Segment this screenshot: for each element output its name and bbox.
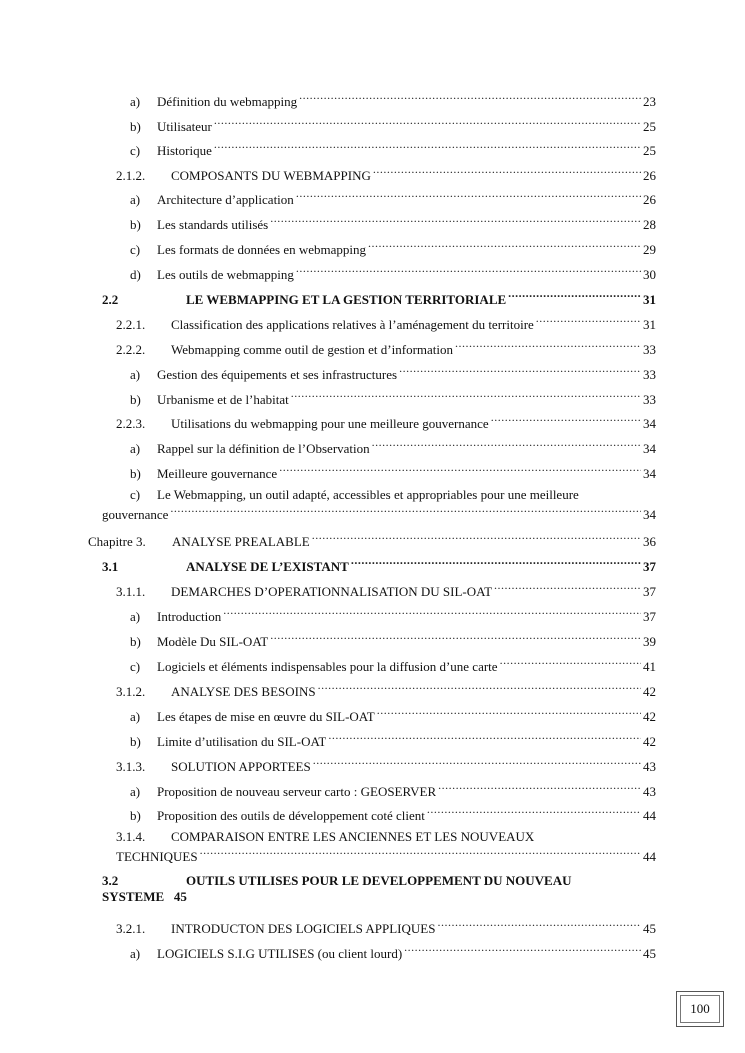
entry-title: DEMARCHES D’OPERATIONNALISATION DU SIL-OAT xyxy=(171,584,493,599)
dot-leader xyxy=(291,388,641,404)
entry-page: 33 xyxy=(643,342,656,357)
toc-entry[interactable] xyxy=(130,605,656,625)
toc-entry[interactable] xyxy=(130,705,656,725)
toc-entry[interactable] xyxy=(116,412,656,432)
entry-second-line xyxy=(116,845,656,865)
entry-page: 37 xyxy=(643,584,656,599)
toc-entry[interactable] xyxy=(116,680,656,700)
toc-entry[interactable] xyxy=(116,829,656,865)
dot-leader xyxy=(170,503,641,519)
page-number: 100 xyxy=(690,1001,710,1016)
dot-leader xyxy=(536,313,641,329)
toc-entry[interactable] xyxy=(116,755,656,775)
entry-title: ANALYSE DES BESOINS xyxy=(171,684,316,699)
entry-number: a) xyxy=(130,609,141,624)
entry-number: 3.2 xyxy=(102,873,119,888)
entry-number: a) xyxy=(130,367,141,382)
dot-leader xyxy=(373,164,641,180)
entry-number: 2.2 xyxy=(102,292,119,307)
entry-title-continued: SYSTEME xyxy=(102,889,165,904)
entry-title: Classification des applications relatives à l’aménagement du territoire xyxy=(171,317,534,332)
entry-number: b) xyxy=(130,734,141,749)
dot-leader xyxy=(270,630,641,646)
toc-entry[interactable] xyxy=(130,437,656,457)
entry-number: 3.1.2. xyxy=(116,684,146,699)
dot-leader xyxy=(508,288,641,304)
dot-leader xyxy=(328,730,641,746)
toc-entry[interactable] xyxy=(130,115,656,135)
entry-page: 25 xyxy=(643,119,656,134)
toc-entry[interactable] xyxy=(130,804,656,824)
dot-leader xyxy=(494,580,641,596)
entry-page: 34 xyxy=(643,507,656,522)
toc-entry[interactable] xyxy=(130,630,656,650)
dot-leader xyxy=(296,188,641,204)
dot-leader xyxy=(214,139,641,155)
dot-leader xyxy=(404,942,641,958)
entry-page: 26 xyxy=(643,192,656,207)
entry-page: 42 xyxy=(643,734,656,749)
entry-number: b) xyxy=(130,466,141,481)
entry-page: 45 xyxy=(643,921,656,936)
entry-title: Limite d’utilisation du SIL-OAT xyxy=(157,734,327,749)
entry-title: COMPOSANTS DU WEBMAPPING xyxy=(171,168,371,183)
entry-page: 42 xyxy=(643,709,656,724)
dot-leader xyxy=(223,605,641,621)
entry-number: a) xyxy=(130,946,141,961)
entry-title: LOGICIELS S.I.G UTILISES (ou client lourd) xyxy=(157,946,403,961)
entry-number: c) xyxy=(130,487,141,502)
entry-page: 45 xyxy=(173,889,187,904)
entry-title: INTRODUCTON DES LOGICIELS APPLIQUES xyxy=(171,921,436,936)
toc-entry[interactable] xyxy=(130,238,656,258)
entry-title: ANALYSE DE L’EXISTANT xyxy=(186,559,349,574)
dot-leader xyxy=(299,90,641,106)
toc-entry[interactable] xyxy=(130,363,656,383)
entry-number: c) xyxy=(130,659,141,674)
entry-number: 2.2.1. xyxy=(116,317,146,332)
toc-entry[interactable] xyxy=(130,655,656,675)
entry-title: Les formats de données en webmapping xyxy=(157,242,367,257)
toc-entry[interactable] xyxy=(130,388,656,408)
entry-number: a) xyxy=(130,192,141,207)
entry-page: 43 xyxy=(643,784,656,799)
entry-second-line xyxy=(102,889,656,905)
entry-page: 30 xyxy=(643,267,656,282)
toc-entry[interactable] xyxy=(130,139,656,159)
entry-page: 31 xyxy=(643,292,656,307)
entry-title: Utilisations du webmapping pour une meilleure gouvernance xyxy=(171,416,489,431)
dot-leader xyxy=(318,680,641,696)
entry-first-line xyxy=(102,487,656,503)
entry-number: c) xyxy=(130,242,141,257)
entry-number: 3.2.1. xyxy=(116,921,146,936)
entry-title: Architecture d’application xyxy=(157,192,294,207)
dot-leader xyxy=(368,238,641,254)
entry-number: 3.1.3. xyxy=(116,759,146,774)
entry-title: Les standards utilisés xyxy=(157,217,269,232)
entry-page: 31 xyxy=(643,317,656,332)
entry-page: 25 xyxy=(643,143,656,158)
entry-number: b) xyxy=(130,808,141,823)
dot-leader xyxy=(372,437,641,453)
toc-entry[interactable] xyxy=(116,313,656,333)
entry-title: Définition du webmapping xyxy=(157,94,298,109)
entry-page: 39 xyxy=(643,634,656,649)
toc-entry[interactable] xyxy=(130,188,656,208)
entry-title: Gestion des équipements et ses infrastructures xyxy=(157,367,398,382)
toc-entry[interactable] xyxy=(130,780,656,800)
entry-first-line xyxy=(116,829,656,845)
toc-entry-section[interactable] xyxy=(102,555,656,575)
dot-leader xyxy=(312,530,641,546)
dot-leader xyxy=(270,213,641,229)
entry-title: Rappel sur la définition de l’Observation xyxy=(157,441,370,456)
entry-title: Les étapes de mise en œuvre du SIL-OAT xyxy=(157,709,375,724)
toc-entry[interactable] xyxy=(116,580,656,600)
entry-title: COMPARAISON ENTRE LES ANCIENNES ET LES NOUVEAUX xyxy=(171,829,535,844)
toc-entry[interactable] xyxy=(116,164,656,184)
entry-title: OUTILS UTILISES POUR LE DEVELOPPEMENT DU NOUVEAU xyxy=(186,873,572,888)
entry-title: Urbanisme et de l’habitat xyxy=(157,392,289,407)
entry-number: 2.1.2. xyxy=(116,168,146,183)
page-number-box xyxy=(676,991,724,1027)
dot-leader xyxy=(437,917,641,933)
entry-number: b) xyxy=(130,634,141,649)
entry-page: 34 xyxy=(643,416,656,431)
entry-title: Webmapping comme outil de gestion et d’information xyxy=(171,342,454,357)
entry-page: 44 xyxy=(643,808,656,823)
toc-entry[interactable] xyxy=(130,730,656,750)
toc-entry[interactable] xyxy=(130,942,656,962)
toc-entry[interactable] xyxy=(130,263,656,283)
dot-leader xyxy=(427,804,641,820)
toc-entry-section[interactable] xyxy=(102,288,656,308)
entry-title-continued: TECHNIQUES xyxy=(116,849,198,864)
entry-title: Utilisateur xyxy=(157,119,212,134)
entry-page: 45 xyxy=(643,946,656,961)
entry-page: 42 xyxy=(643,684,656,699)
entry-page: 26 xyxy=(643,168,656,183)
entry-title: SOLUTION APPORTEES xyxy=(171,759,311,774)
entry-number: 2.2.3. xyxy=(116,416,146,431)
entry-page: 33 xyxy=(643,367,656,382)
dot-leader xyxy=(200,845,641,861)
toc-entry-section[interactable] xyxy=(102,873,656,905)
entry-page: 34 xyxy=(643,466,656,481)
toc-entry[interactable] xyxy=(116,917,656,937)
toc-entry[interactable] xyxy=(130,462,656,482)
entry-page: 37 xyxy=(643,609,656,624)
entry-title: Les outils de webmapping xyxy=(157,267,294,282)
entry-number: a) xyxy=(130,94,141,109)
entry-title: Modèle Du SIL-OAT xyxy=(157,634,269,649)
entry-number: d) xyxy=(130,267,141,282)
dot-leader xyxy=(399,363,641,379)
dot-leader xyxy=(351,555,641,571)
entry-page: 37 xyxy=(643,559,656,574)
dot-leader xyxy=(377,705,641,721)
entry-page: 41 xyxy=(643,659,656,674)
entry-title: Proposition des outils de développement coté client xyxy=(157,808,425,823)
entry-number: b) xyxy=(130,392,141,407)
entry-page: 29 xyxy=(643,242,656,257)
entry-number: b) xyxy=(130,217,141,232)
entry-number: a) xyxy=(130,441,141,456)
dot-leader xyxy=(313,755,641,771)
entry-second-line xyxy=(102,503,656,523)
dot-leader xyxy=(455,338,641,354)
entry-title-continued: gouvernance xyxy=(102,507,169,522)
dot-leader xyxy=(438,780,641,796)
entry-title: ANALYSE PREALABLE xyxy=(172,534,310,549)
toc-entry[interactable] xyxy=(102,487,656,523)
entry-number: c) xyxy=(130,143,141,158)
dot-leader xyxy=(214,115,641,131)
entry-number: b) xyxy=(130,119,141,134)
entry-title: Le Webmapping, un outil adapté, accessibles et appropriables pour une meilleure xyxy=(157,487,579,502)
entry-number: a) xyxy=(130,784,141,799)
entry-number: a) xyxy=(130,709,141,724)
entry-title: Historique xyxy=(157,143,212,158)
entry-page: 23 xyxy=(643,94,656,109)
toc-entry[interactable] xyxy=(130,213,656,233)
entry-title: Introduction xyxy=(157,609,222,624)
entry-title: Proposition de nouveau serveur carto : GEOSERVER xyxy=(157,784,437,799)
dot-leader xyxy=(296,263,641,279)
entry-number: 3.1 xyxy=(102,559,119,574)
toc-entry[interactable] xyxy=(116,338,656,358)
entry-title: Meilleure gouvernance xyxy=(157,466,278,481)
dot-leader xyxy=(279,462,641,478)
entry-page: 36 xyxy=(643,534,656,549)
toc-entry-chapter[interactable] xyxy=(88,530,656,550)
entry-number: 2.2.2. xyxy=(116,342,146,357)
dot-leader xyxy=(491,412,641,428)
entry-page: 43 xyxy=(643,759,656,774)
entry-page: 34 xyxy=(643,441,656,456)
entry-page: 28 xyxy=(643,217,656,232)
toc-entry[interactable] xyxy=(130,90,656,110)
entry-number: Chapitre 3. xyxy=(88,534,146,549)
entry-title: LE WEBMAPPING ET LA GESTION TERRITORIALE xyxy=(186,292,507,307)
entry-number: 3.1.1. xyxy=(116,584,146,599)
dot-leader xyxy=(500,655,641,671)
entry-title: Logiciels et éléments indispensables pour la diffusion d’une carte xyxy=(157,659,498,674)
entry-first-line xyxy=(102,873,656,889)
entry-page: 44 xyxy=(643,849,656,864)
entry-number: 3.1.4. xyxy=(116,829,146,844)
entry-page: 33 xyxy=(643,392,656,407)
